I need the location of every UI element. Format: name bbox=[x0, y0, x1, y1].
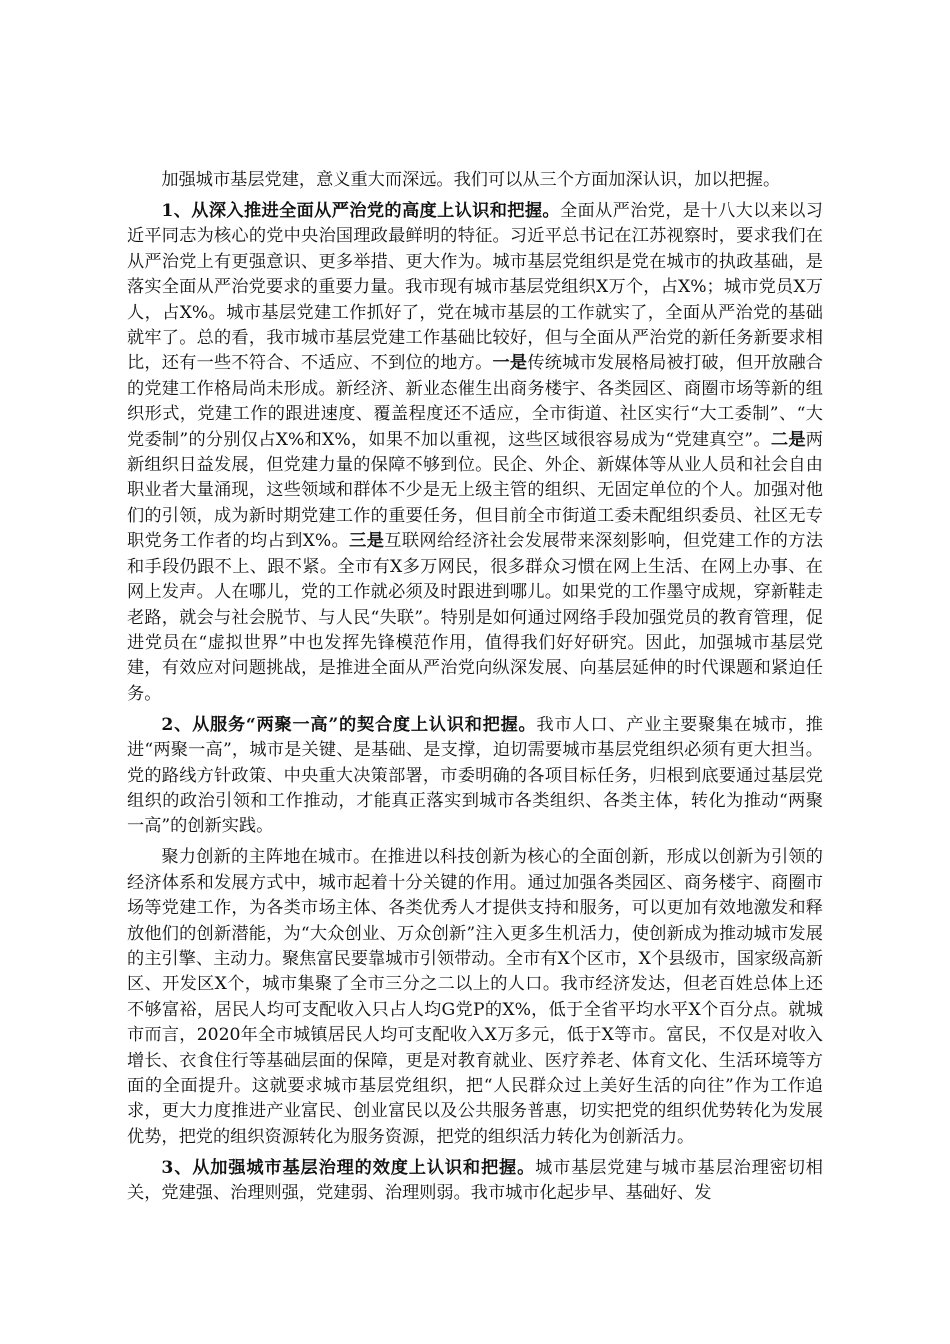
section-1-paragraph bbox=[127, 199, 823, 707]
text-segment: 全面从严治党，是十八大以来以习近平同志为核心的党中央治国理政最鲜明的特征。习近平总书记在江苏视察时，要求我们在从严治党上有更强意识、更多举措、更大作为。城市基层党组织是党在城市的执政基础，是落实全面从严治党要求的重要力量。我市现有城市基层党组织X万个，占X%；城市党员X万人，占X%。城市基层党建工作抓好了，党在城市基层的工作就实了，全面从严治党的基础就牢了。总的看，我市城市基层党建工作基础比较好，但与全面从严治党的新任务新要求相比，还有一些不符合、不适应、不到位的地方。 bbox=[127, 201, 823, 374]
section-3-paragraph bbox=[127, 1156, 823, 1207]
point-1-marker: 一是 bbox=[492, 353, 528, 374]
text-segment: 我市人口、产业主要聚集在城市，推进“两聚一高”，城市是关键、是基础、是支撑，迫切需要城市基层党组织必须有更大担当。党的路线方针政策、中央重大决策部署，市委明确的各项目标任务，归根到底要通过基层党组织的政治引领和工作推动，才能真正落实到城市各类组织、各类主体，转化为推动“两聚一高”的创新实践。 bbox=[127, 714, 823, 837]
section-2-paragraph bbox=[127, 713, 823, 840]
text-segment: 互联网给经济社会发展带来深刻影响，但党建工作的方法和手段仍跟不上、跟不紧。全市有X多万网民，很多群众习惯在网上生活、在网上办事、在网上发声。人在哪儿，党的工作就必须及时跟进到哪儿。如果党的工作墨守成规，穿新鞋走老路，就会与社会脱节、与人民“失联”。特别是如何通过网络手段加强党员的教育管理，促进党员在“虚拟世界”中也发挥先锋模范作用，值得我们好好研究。因此，加强城市基层党建，有效应对问题挑战，是推进全面从严治党向纵深发展、向基层延伸的时代课题和紧迫任务。 bbox=[127, 531, 823, 704]
point-3-marker: 三是 bbox=[349, 531, 385, 552]
text-segment: 传统城市发展格局被打破，但开放融合的党建工作格局尚未形成。新经济、新业态催生出商务楼宇、各类园区、商圈市场等新的组织形式，党建工作的跟进速度、覆盖程度还不适应，全市街道、社区实行“大工委制”、“大党委制”的分别仅占X%和X%，如果不加以重视，这些区域很容易成为“党建真空”。 bbox=[127, 353, 823, 450]
text-segment: 聚力创新的主阵地在城市。在推进以科技创新为核心的全面创新，形成以创新为引领的经济体系和发展方式中，城市起着十分关键的作用。通过加强各类园区、商务楼宇、商圈市场等党建工作，为各类市场主体、各类优秀人才提供支持和服务，可以更加有效地激发和释放他们的创新潜能，为“大众创业、万众创新”注入更多生机活力，使创新成为推动城市发展的主引擎、主动力。聚焦富民要靠城市引领带动。全市有X个区市，X个县级市，国家级高新区、开发区X个，城市集聚了全市三分之二以上的人口。我市经济发达，但老百姓总体上还不够富裕，居民人均可支配收入只占人均G党P的X%，低于全省平均水平X个百分点。就城市而言，2020年全市城镇居民人均可支配收入X万多元，低于X等市。富民，不仅是对收入增长、衣食住行等基础层面的保障，更是对教育就业、医疗养老、体育文化、生活环境等方面的全面提升。这就要求城市基层党组织，把“人民群众过上美好生活的向往”作为工作追求，更大力度推进产业富民、创业富民以及公共服务普惠，切实把党的组织优势转化为发展优势，把党的组织资源转化为服务资源，把党的组织活力转化为创新活力。 bbox=[127, 847, 823, 1147]
text-segment: 加强城市基层党建，意义重大而深远。我们可以从三个方面加深认识，加以把握。 bbox=[161, 170, 781, 190]
section-2-heading: 2、从服务“两聚一高”的契合度上认识和把握。 bbox=[161, 714, 537, 735]
intro-paragraph bbox=[127, 168, 823, 193]
section-3-heading: 3、从加强城市基层治理的效度上认识和把握。 bbox=[161, 1157, 536, 1178]
point-2-marker: 二是 bbox=[770, 429, 806, 450]
innovation-paragraph bbox=[127, 845, 823, 1150]
document-body bbox=[127, 168, 823, 1212]
section-1-heading: 1、从深入推进全面从严治党的高度上认识和把握。 bbox=[161, 201, 560, 221]
text-segment: 城市基层党建与城市基层治理密切相关，党建强、治理则强，党建弱、治理则弱。我市城市化起步早、基础好、发 bbox=[127, 1157, 823, 1204]
text-segment: 两新组织日益发展，但党建力量的保障不够到位。民企、外企、新媒体等从业人员和社会自由职业者大量涌现，这些领域和群体不少是无上级主管的组织、无固定单位的个人。加强对他们的引领，成为新时期党建工作的重要任务，但目前全市街道工委未配组织委员、社区无专职党务工作者的均占到X%。 bbox=[127, 429, 823, 552]
